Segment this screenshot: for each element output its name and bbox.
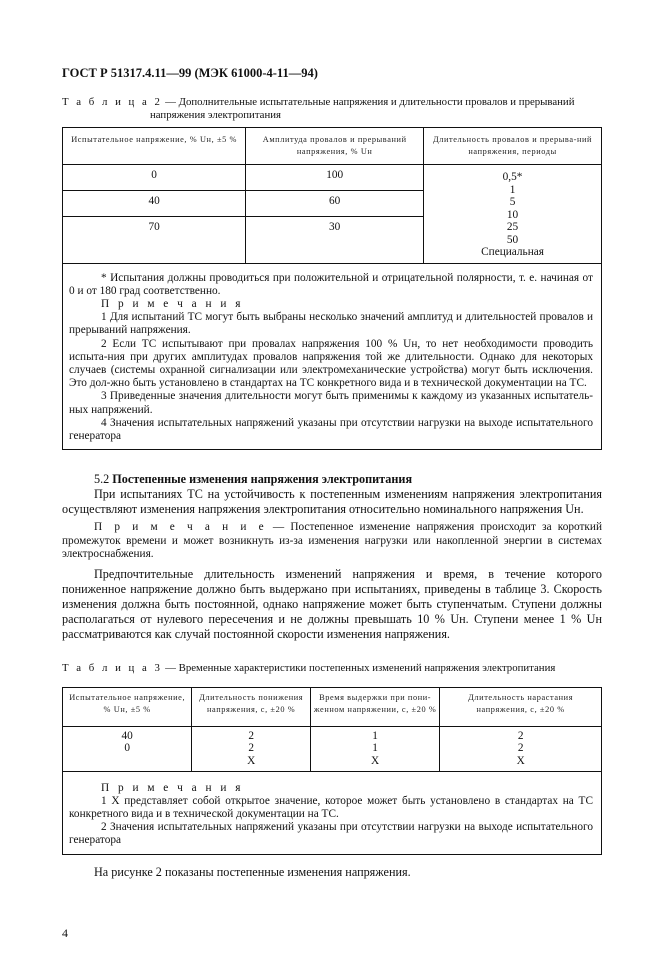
table2-header: Длительность провалов и прерыва-ний напряжения, периоды	[424, 128, 602, 165]
table3-caption	[62, 662, 602, 675]
table-cell: 30	[246, 217, 424, 263]
table-cell: 1	[372, 742, 378, 755]
paragraph: При испытаниях ТС на устойчивость к постепенным изменениям напряжения электропитания осуществляют изменения напряжения электропитания относительно номинального напряжения Uн.	[62, 487, 602, 517]
section-number: 5.2	[94, 472, 113, 487]
table3	[62, 687, 602, 855]
section-title: Постепенные изменения напряжения электропитания	[112, 472, 413, 487]
table3-header: Время выдержки при пони-женном напряжении, с, ±20 %	[310, 687, 439, 726]
table3-header: Длительность понижения напряжения, с, ±20 %	[192, 687, 311, 726]
table-cell: 70	[63, 217, 246, 263]
table-cell: 5	[509, 196, 516, 208]
table-cell: 0,5*	[502, 171, 523, 183]
note-item: 2 Значения испытательных напряжений указаны при отсутствии нагрузки на выходе испытательного генератора	[69, 821, 593, 847]
table2-label: Т а б л и ц а 2	[62, 96, 163, 108]
table2-header: Амплитуда провалов и прерываний напряжения, % Uн	[246, 128, 424, 165]
note-item: 2 Если ТС испытывают при провалах напряжения 100 % Uн, то нет необходимости проводить испыта-ния при других амплитудах провалов напряжения той же длительности. Однако для некоторых случаев (системы охранной сигнализации или электромеханические устройства) могут быть исключения. Это дол-жно быть установлено в стандартах на ТС конкретного вида и в технической документации на ТС.	[69, 337, 593, 390]
notes-title: П р и м е ч а н и я	[101, 297, 244, 310]
note-item: 4 Значения испытательных напряжений указаны при отсутствии нагрузки на выходе испытательного генератора	[69, 416, 593, 442]
table-cell: 50	[506, 233, 519, 246]
note-item: 1 X представляет собой открытое значение, которое может быть установлено в стандартах на ТС конкретного вида и в технической документации на ТС.	[69, 794, 593, 821]
table-cell: 25	[506, 221, 519, 233]
table-cell: 2	[517, 729, 524, 742]
table3-column	[192, 726, 311, 771]
table-cell: Специальная	[481, 246, 544, 258]
table-cell: 100	[246, 165, 424, 191]
notes-title: П р и м е ч а н и я	[101, 781, 244, 794]
closing-paragraph	[62, 865, 602, 880]
table3-header: Длительность нарастания напряжения, с, ±20 %	[440, 687, 602, 726]
table-cell: X	[247, 754, 256, 767]
table3-column	[310, 726, 439, 771]
table2-title: — Дополнительные испытательные напряжения и длительности провалов и прерываний	[162, 96, 575, 108]
table3-column	[440, 726, 602, 771]
document-header: ГОСТ Р 51317.4.11—99 (МЭК 61000-4-11—94)	[62, 66, 318, 80]
table-cell: 40	[63, 191, 246, 217]
table3-notes	[62, 772, 602, 855]
footnote: * Испытания должны проводиться при положительной и отрицательной полярности, т. е. начиная от 0 и от 180 град соответственно.	[69, 271, 593, 297]
table-cell: 1	[372, 729, 378, 742]
note-item: 1 Для испытаний ТС могут быть выбраны несколько значений амплитуд и длительностей провалов и прерываний напряжения.	[69, 311, 593, 337]
table-cell: 1	[509, 183, 516, 196]
section-5-2	[62, 472, 602, 642]
table-cell: 40	[121, 729, 133, 742]
table-cell: 2	[517, 742, 524, 755]
table-cell: 60	[246, 191, 424, 217]
table-cell: 2	[248, 729, 254, 742]
table3-title: — Временные характеристики постепенных изменений напряжения электропитания	[162, 661, 556, 674]
table-cell: 2	[248, 742, 254, 755]
table2-durations	[424, 165, 602, 264]
table-cell: 10	[506, 208, 519, 221]
table2-caption	[62, 96, 602, 122]
table-cell: 0	[63, 165, 246, 191]
note-item: 3 Приведенные значения длительности могут быть применимы к каждому из указанных испытатель-ных напряжений.	[69, 390, 593, 416]
note-text: — Постепенное изменение напряжения происходит за короткий промежуток времени и может возникнуть из-за изменения нагрузки или накопленной энергии в системах электроснабжения.	[62, 521, 603, 561]
table2-notes	[62, 264, 602, 451]
table-cell: X	[516, 754, 525, 767]
table-cell: X	[371, 754, 380, 767]
table2-header: Испытательное напряжение, % Uн, ±5 %	[63, 128, 246, 165]
table3-column	[63, 726, 192, 771]
table-cell: 0	[124, 742, 130, 755]
note-label: П р и м е ч а н и е	[94, 521, 267, 534]
table3-header: Испытательное напряжение, % Uн, ±5 %	[63, 687, 192, 726]
table3-label: Т а б л и ц а 3	[62, 661, 163, 674]
table2	[62, 127, 602, 450]
paragraph: На рисунке 2 показаны постепенные изменения напряжения.	[94, 864, 411, 879]
page-number: 4	[62, 925, 68, 940]
table2-title-cont: напряжения электропитания	[150, 109, 281, 121]
paragraph: Предпочтительные длительность изменений напряжения и время, в течение которого пониженное напряжение должно быть выдержано при испытаниях, приведены в таблице 3. Скорость изменения должна быть постоянной, однако напряжение может быть ступенчатым. Ступени должны располагаться от нулевого пересечения и не должны превышать 10 % Uн. Ступени менее 1 % Uн рассматриваются как случай постоянной скорости изменения напряжения.	[62, 566, 602, 641]
